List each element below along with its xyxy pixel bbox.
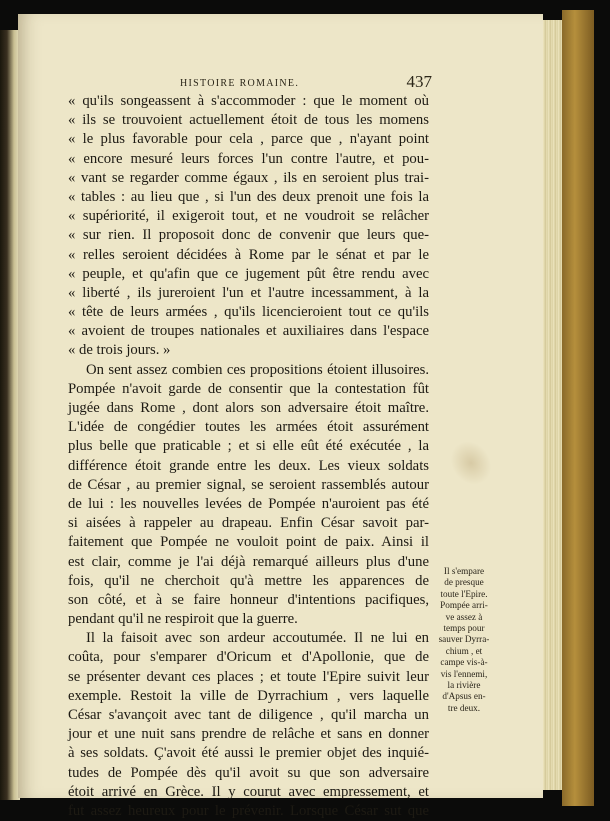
text-line: « tête de leurs armées , qu'ils licencieroient tout ce qu'ils: [68, 304, 429, 321]
margin-line: vis l'ennemi,: [440, 668, 488, 679]
text-line: fois, qu'il ne cherchoit qu'à mettre les apparences de: [68, 572, 429, 589]
margin-line: d'Apsus en-: [442, 691, 486, 702]
text-line: à ses soldats. Ç'avoit été aussi le premier objet des inquié-: [68, 745, 429, 762]
text-line: différence étoit grande entre les deux. Les vieux soldats: [68, 457, 429, 474]
text-line: César s'avançoit avec tant de diligence , qu'il marcha un: [68, 707, 429, 723]
text-line: « sur rien. Il proposoit donc de convenir que leurs que-: [68, 227, 429, 244]
text-line: Il la faisoit avec son ardeur accoutumée. Il ne lui en: [86, 630, 429, 647]
margin-line: la rivière: [447, 680, 481, 691]
text-line: L'idée de congédier toutes les armées étoit assurément: [68, 419, 429, 436]
book-gutter-left: [0, 30, 20, 800]
margin-line: de presque: [444, 577, 484, 588]
text-line: « encore mesuré leurs forces l'un contre l'autre, et pou-: [68, 150, 429, 167]
text-line: « le plus favorable pour cela , parce que , n'ayant point: [68, 131, 429, 148]
text-line: pendant qu'il ne respiroit que la guerre.: [68, 611, 298, 628]
margin-line: chium , et: [445, 645, 483, 656]
margin-line: toute l'Epire.: [440, 588, 488, 599]
text-line: jugée dans Rome , dont alors son adversaire étoit maître.: [68, 400, 429, 416]
page-number: 437: [406, 72, 432, 91]
margin-line: temps pour: [443, 623, 485, 634]
text-line: son côté, et à se faire honneur d'intentions pacifiques,: [68, 591, 429, 608]
text-line: « peuple, et qu'afin que ce jugement pût être rendu avec: [68, 265, 429, 282]
text-line: « qu'ils songeassent à s'accommoder : que le moment où: [68, 93, 429, 109]
text-line: « relles seroient décidées à Rome par le sénat et par le: [68, 246, 429, 263]
text-line: exemple. Restoit la ville de Dyrrachium , vers laquelle: [68, 687, 429, 704]
text-line: jour et une nuit sans prendre de relâche et sans en donner: [68, 726, 429, 743]
text-line: « liberté , ils jureroient l'un et l'autre incessamment, à la: [68, 284, 429, 301]
margin-line: ve assez à: [445, 611, 483, 622]
body-text: [68, 92, 429, 821]
page-header: [180, 72, 432, 94]
text-line: est clair, comme je l'ai déjà remarqué ailleurs plus d'une: [68, 553, 429, 570]
text-line: de César , au premier signal, se seroient rassemblés autour: [68, 476, 429, 493]
text-line: si aisées à rappeler au drapeau. Enfin César savoit par-: [68, 515, 429, 532]
text-line: « de trois jours. »: [68, 342, 171, 359]
text-line: Pompée n'avoit garde de consentir que la contestation fût: [68, 380, 429, 397]
margin-line: Il s'empare: [443, 566, 485, 576]
text-line: « avoient de troupes nationales et auxiliaires dans l'espace: [68, 323, 429, 340]
text-line: fut assez heureux pour le prévenir. Lorsque César sut que: [68, 802, 429, 819]
text-line: « tables : au lieu que , si l'un des deux prenoit une fois la: [68, 188, 429, 205]
text-line: « vant se regarder comme égaux , ils en seroient plus trai-: [68, 169, 429, 186]
text-line: « ils se trouvoient actuellement étoit de tous les momens: [68, 112, 429, 129]
margin-line: campe vis-à-: [440, 657, 488, 668]
margin-line: sauver Dyrra-: [438, 634, 490, 645]
text-line: se présenter devant ces places ; et toute l'Epire suivit leur: [68, 668, 429, 685]
text-line: étoit arrivé en Grèce. Il y courut avec empressement, et: [68, 783, 429, 800]
book-cover-edge: [562, 10, 594, 806]
margin-line: Pompée arri-: [440, 600, 488, 611]
text-line: tudes de Pompée dès qu'il avoit su que son adversaire: [68, 764, 429, 781]
text-line: On sent assez combien ces propositions étoient illusoires.: [86, 361, 429, 378]
running-title: HISTOIRE ROMAINE.: [180, 78, 300, 89]
text-line: de lui : les nouvelles levées de Pompée n'auroient pas été: [68, 495, 429, 512]
text-line: faitement que Pompée ne vouloit point de paix. Ainsi il: [68, 534, 429, 551]
marginal-note: [434, 566, 494, 714]
margin-line: tre deux.: [447, 702, 481, 713]
text-line: coûta, pour s'emparer d'Oricum et d'Apollonie, que de: [68, 649, 429, 666]
text-line: « supériorité, il exigeroit tout, et ne voudroit se relâcher: [68, 208, 429, 225]
text-line: plus belle que praticable ; et si elle eût été exécutée , la: [68, 438, 429, 455]
